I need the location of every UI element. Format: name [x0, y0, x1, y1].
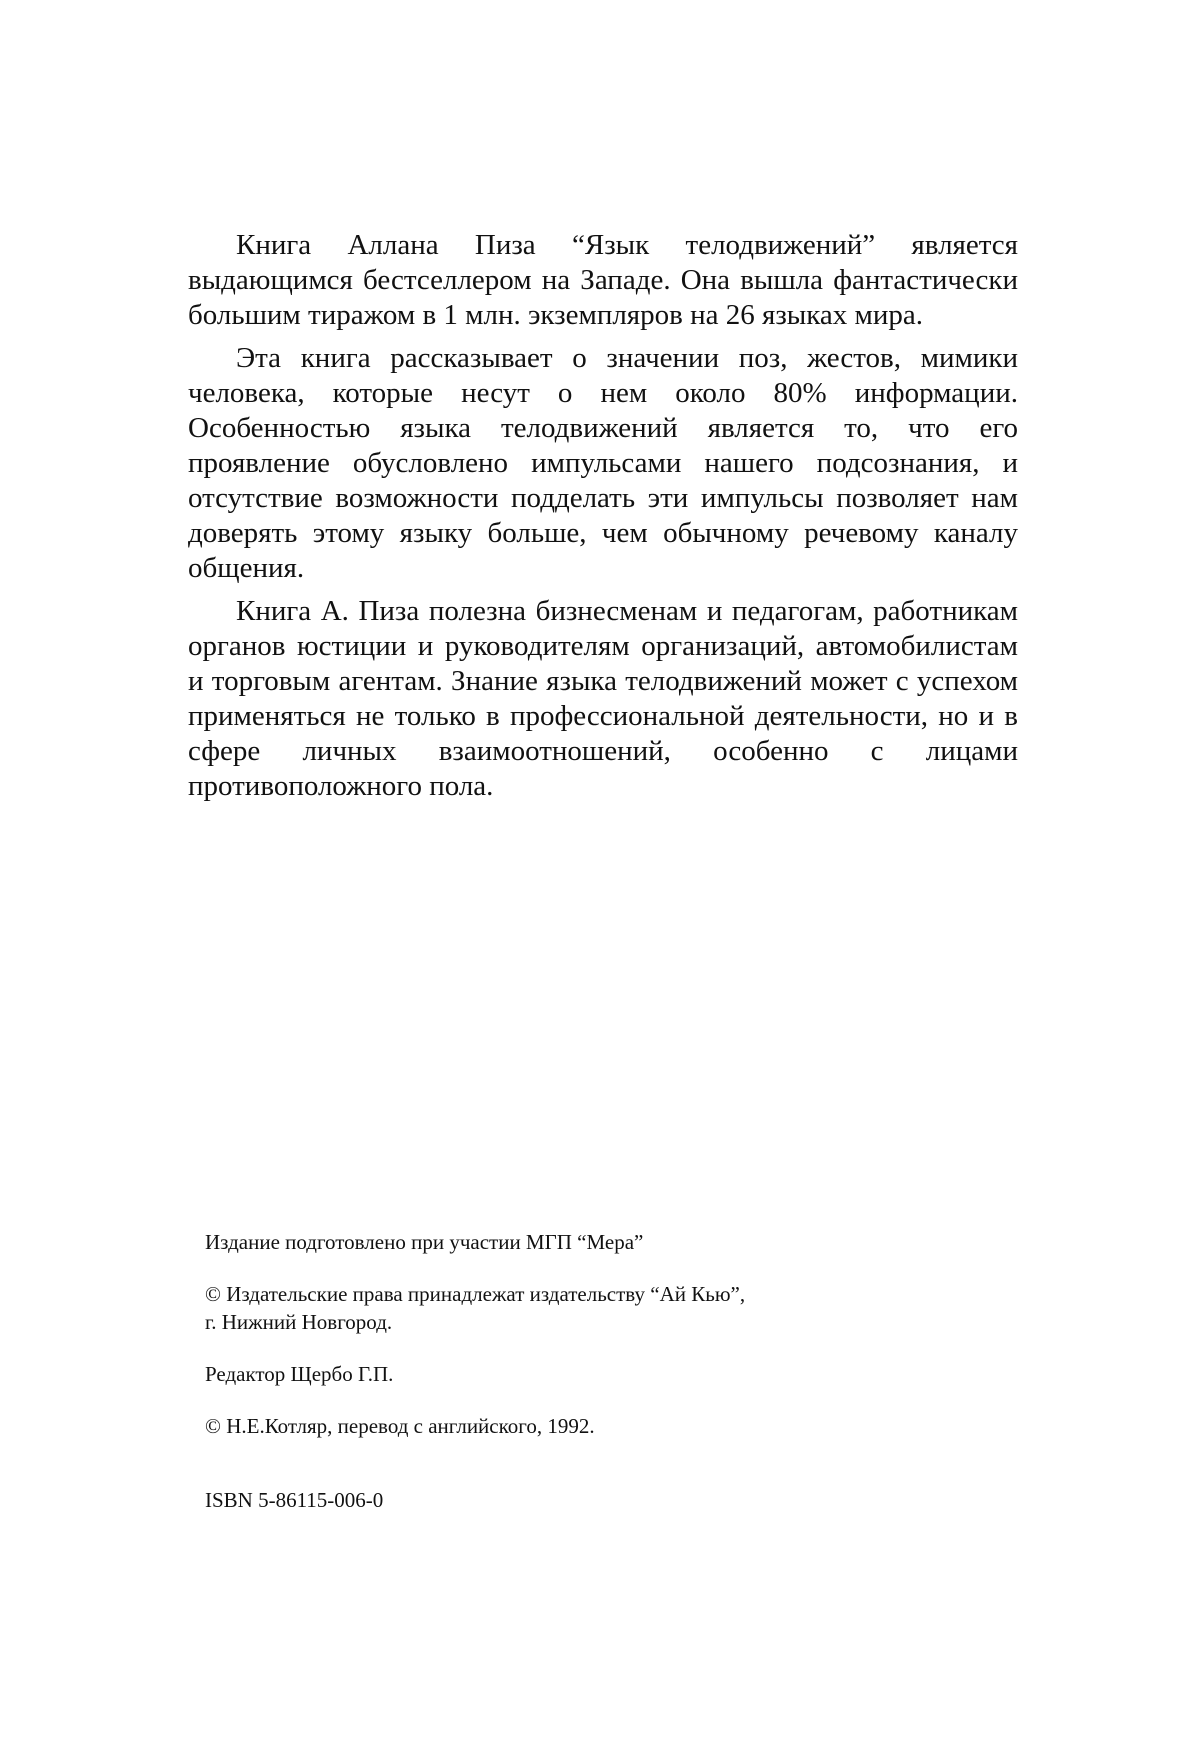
book-annotation: [188, 228, 1018, 812]
publisher-rights: [205, 1280, 965, 1336]
annotation-paragraph-3: Книга А. Пиза полезна бизнесменам и педагогам, работникам органов юстиции и руководителям организаций, автомобилистам и торговым агентам. Знание языка телодвижений может с успехом применяться не только в профессиональной деятельности, но и в сфере личных взаимоотношений, особенно с лицами противоположного пола.: [188, 595, 1018, 802]
editor-credit: Редактор Щербо Г.П.: [205, 1362, 394, 1386]
publisher-rights-line-1: © Издательские права принадлежат издательству “Ай Кью”,: [205, 1282, 746, 1306]
annotation-paragraph-1: Книга Аллана Пиза “Язык телодвижений” является выдающимся бестселлером на Западе. Она вышла фантастически большим тиражом в 1 млн. экземпляров на 26 языках мира.: [188, 229, 1018, 331]
isbn-number: ISBN 5-86115-006-0: [205, 1488, 384, 1512]
edition-note: Издание подготовлено при участии МГП “Мера”: [205, 1230, 644, 1254]
publisher-rights-line-2: г. Нижний Новгород.: [205, 1310, 393, 1334]
translation-copyright: © Н.Е.Котляр, перевод с английского, 1992.: [205, 1414, 595, 1438]
publication-imprint: [205, 1228, 965, 1538]
annotation-paragraph-2: Эта книга рассказывает о значении поз, жестов, мимики человека, которые несут о нем около 80% информации. Особенностью языка телодвижений является то, что его проявление обусловлено импульсами нашего подсознания, и отсутствие возможности подделать эти импульсы позволяет нам доверять этому языку больше, чем обычному речевому каналу общения.: [188, 342, 1018, 584]
